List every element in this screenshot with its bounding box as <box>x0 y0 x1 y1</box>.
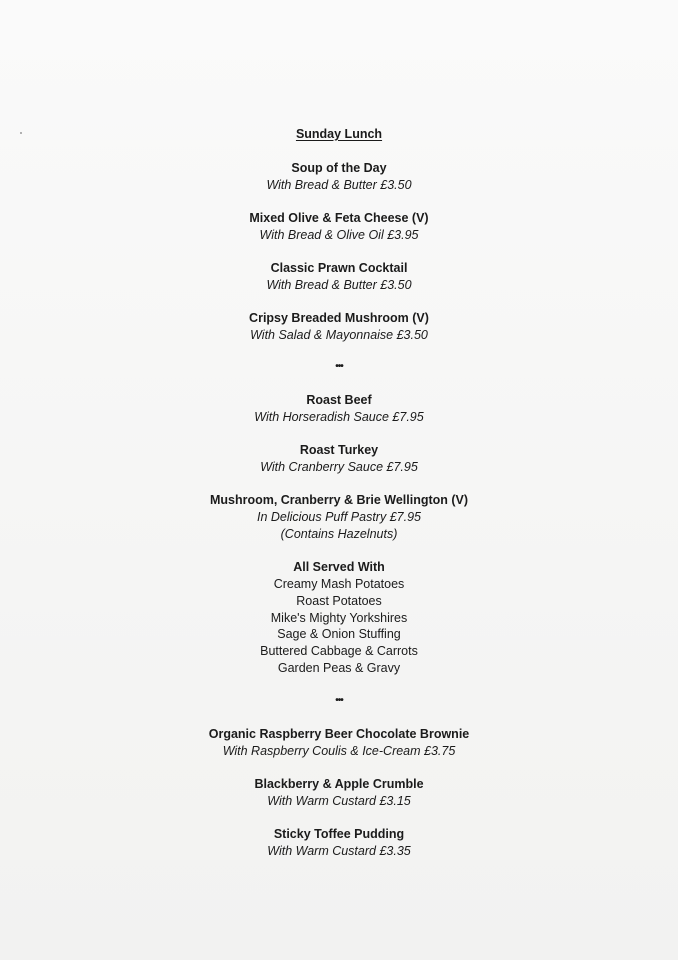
main-item <box>0 392 678 426</box>
dessert-name: Blackberry & Apple Crumble <box>254 776 424 791</box>
main-name: Roast Turkey <box>299 443 379 457</box>
main-name: Roast Beef <box>306 393 372 407</box>
starter-name: Classic Prawn Cocktail <box>270 261 408 275</box>
starter-name: Cripsy Breaded Mushroom (V) <box>249 311 429 325</box>
side-item: Mike's Mighty Yorkshires <box>270 610 408 625</box>
starter-item <box>0 310 678 344</box>
dessert-item <box>0 776 678 810</box>
starter-name: Mixed Olive & Feta Cheese (V) <box>249 211 429 225</box>
starter-desc: With Bread & Butter £3.50 <box>266 278 412 292</box>
side-item: Buttered Cabbage & Carrots <box>260 644 418 659</box>
main-desc: In Delicious Puff Pastry £7.95 <box>257 510 421 524</box>
starter-desc: With Salad & Mayonnaise £3.50 <box>250 328 428 342</box>
served-with-section <box>0 559 678 677</box>
main-note: (Contains Hazelnuts) <box>280 527 398 541</box>
section-separator: ••• <box>335 361 343 372</box>
dessert-item <box>0 726 678 760</box>
starter-item <box>0 160 678 194</box>
side-item: Sage & Onion Stuffing <box>277 627 401 642</box>
side-item: Garden Peas & Gravy <box>277 660 401 675</box>
dessert-desc: With Raspberry Coulis & Ice-Cream £3.75 <box>222 743 456 758</box>
menu-content <box>0 126 678 876</box>
dessert-name: Organic Raspberry Beer Chocolate Brownie <box>208 726 470 741</box>
menu-title: Sunday Lunch <box>295 127 383 141</box>
dessert-item <box>0 826 678 860</box>
side-item: Roast Potatoes <box>296 593 382 608</box>
section-separator: ••• <box>335 694 343 706</box>
main-item <box>0 442 678 476</box>
starter-name: Soup of the Day <box>291 161 387 175</box>
main-desc: With Horseradish Sauce £7.95 <box>254 410 424 424</box>
dessert-desc: With Warm Custard £3.35 <box>267 843 411 858</box>
starter-desc: With Bread & Butter £3.50 <box>266 178 412 192</box>
starter-item <box>0 260 678 294</box>
side-item: Creamy Mash Potatoes <box>273 577 405 591</box>
starter-item <box>0 210 678 244</box>
main-item <box>0 492 678 543</box>
dessert-name: Sticky Toffee Pudding <box>273 826 405 841</box>
main-name: Mushroom, Cranberry & Brie Wellington (V) <box>209 493 469 507</box>
main-desc: With Cranberry Sauce £7.95 <box>260 460 418 474</box>
served-with-heading: All Served With <box>293 560 385 574</box>
dessert-desc: With Warm Custard £3.15 <box>267 793 411 808</box>
starter-desc: With Bread & Olive Oil £3.95 <box>259 228 419 242</box>
